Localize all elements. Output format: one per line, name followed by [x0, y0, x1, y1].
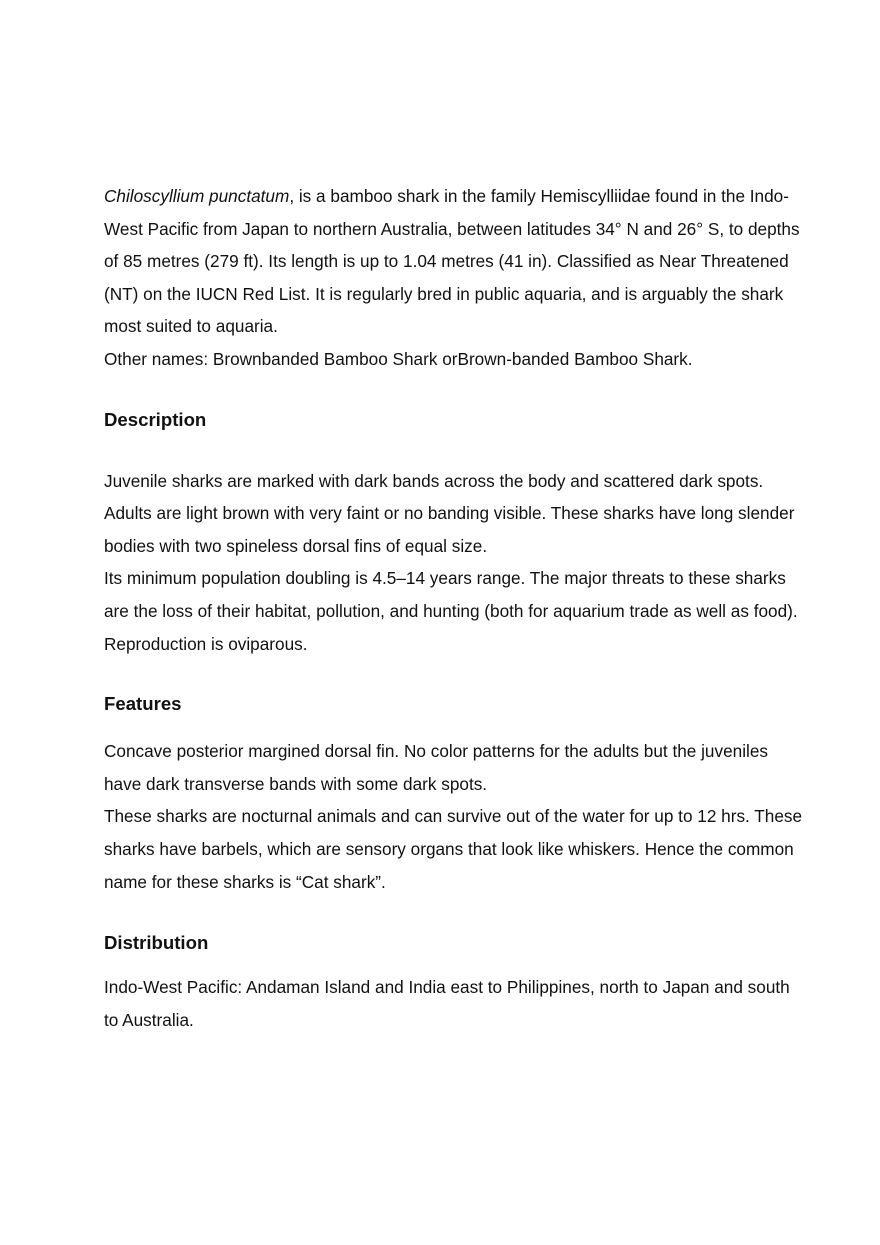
intro-section — [104, 180, 804, 376]
scientific-name: Chiloscyllium punctatum — [104, 186, 290, 206]
description-paragraph: Reproduction is oviparous. — [104, 633, 308, 654]
description-section — [104, 465, 804, 661]
features-section — [104, 735, 804, 898]
distribution-heading: Distribution — [104, 932, 209, 954]
features-paragraph: These sharks are nocturnal animals and can survive out of the water for up to 12 hrs. These sharks have barbels, which are sensory organs that look like whiskers. Hence the common name for these sharks is “Cat shark”. — [104, 806, 803, 892]
description-paragraph: Juvenile sharks are marked with dark bands across the body and scattered dark spots. Adults are light brown with very faint or no banding visible. These sharks have long slender bodies with two spineless dorsal fins of equal size. — [104, 470, 795, 556]
other-names: Other names: Brownbanded Bamboo Shark orBrown-banded Bamboo Shark. — [104, 348, 693, 369]
distribution-paragraph: Indo-West Pacific: Andaman Island and India east to Philippines, north to Japan and south to Australia. — [104, 977, 790, 1030]
intro-paragraph — [104, 180, 804, 343]
distribution-section — [104, 971, 804, 1036]
features-heading: Features — [104, 693, 182, 715]
description-paragraph: Its minimum population doubling is 4.5–14 years range. The major threats to these sharks are the loss of their habitat, pollution, and hunting (both for aquarium trade as well as food). — [104, 568, 798, 621]
description-heading: Description — [104, 408, 207, 430]
document-page — [104, 180, 804, 1036]
intro-text: , is a bamboo shark in the family Hemiscylliidae found in the Indo-West Pacific from Japan to northern Australia, between latitudes 34° N and 26° S, to depths of 85 metres (279 ft). Its length is up to 1.04 metres (41 in). Classified as Near Threatened (NT) on the IUCN Red List. It is regularly bred in public aquaria, and is arguably the shark most suited to aquaria. — [104, 186, 800, 337]
features-paragraph: Concave posterior margined dorsal fin. No color patterns for the adults but the juveniles have dark transverse bands with some dark spots. — [104, 741, 768, 794]
